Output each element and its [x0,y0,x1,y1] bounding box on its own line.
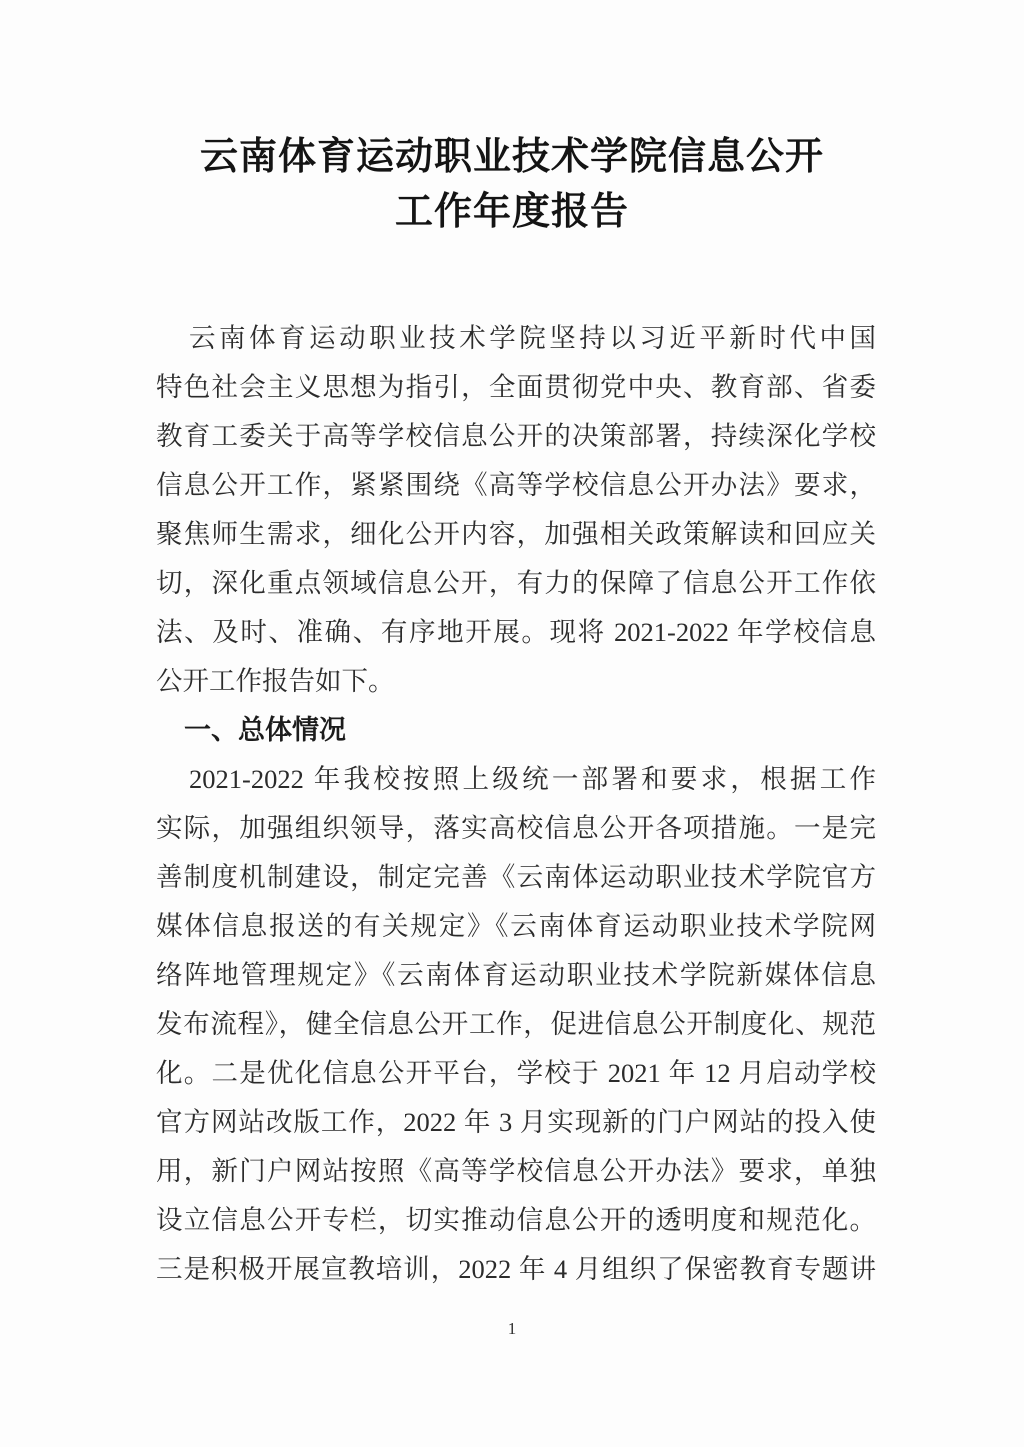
paragraph-line: 2021-2022 年我校按照上级统一部署和要求，根据工作 [189,764,876,794]
paragraph-line: 切，深化重点领域信息公开，有力的保障了信息公开工作依 [156,568,876,598]
paragraph-line: 实际，加强组织领导，落实高校信息公开各项措施。一是完 [156,813,876,843]
paragraph-line: 用，新门户网站按照《高等学校信息公开办法》要求，单独 [156,1156,876,1186]
section-heading: 一、总体情况 [184,715,346,745]
paragraph-line: 公开工作报告如下。 [156,666,395,696]
paragraph-line: 聚焦师生需求，细化公开内容，加强相关政策解读和回应关 [156,519,876,549]
page-number: 1 [507,1319,517,1338]
document-title-line2: 工作年度报告 [394,191,629,233]
paragraph-line: 善制度机制建设，制定完善《云南体运动职业技术学院官方 [156,862,876,892]
paragraph-line: 特色社会主义思想为指引，全面贯彻党中央、教育部、省委 [156,372,876,402]
paragraph-line: 三是积极开展宣教培训，2022 年 4 月组织了保密教育专题讲 [156,1254,876,1284]
paragraph-line: 云南体育运动职业技术学院坚持以习近平新时代中国 [189,323,876,353]
paragraph-line: 设立信息公开专栏，切实推动信息公开的透明度和规范化。 [156,1205,876,1235]
paragraph-line: 化。二是优化信息公开平台，学校于 2021 年 12 月启动学校 [156,1058,876,1088]
document-body [156,314,876,1294]
paragraph-line: 发布流程》，健全信息公开工作，促进信息公开制度化、规范 [156,1009,876,1039]
paragraph-line: 信息公开工作，紧紧围绕《高等学校信息公开办法》要求， [156,470,876,500]
document-title-line1: 云南体育运动职业技术学院信息公开 [199,136,824,178]
paragraph-line: 教育工委关于高等学校信息公开的决策部署，持续深化学校 [156,421,876,451]
paragraph-line: 络阵地管理规定》《云南体育运动职业技术学院新媒体信息 [156,960,876,990]
paragraph-line: 媒体信息报送的有关规定》《云南体育运动职业技术学院网 [156,911,876,941]
paragraph-line: 官方网站改版工作，2022 年 3 月实现新的门户网站的投入使 [156,1107,876,1137]
paragraph-line: 法、及时、准确、有序地开展。现将 2021-2022 年学校信息 [156,617,876,647]
document-title [0,130,1024,240]
